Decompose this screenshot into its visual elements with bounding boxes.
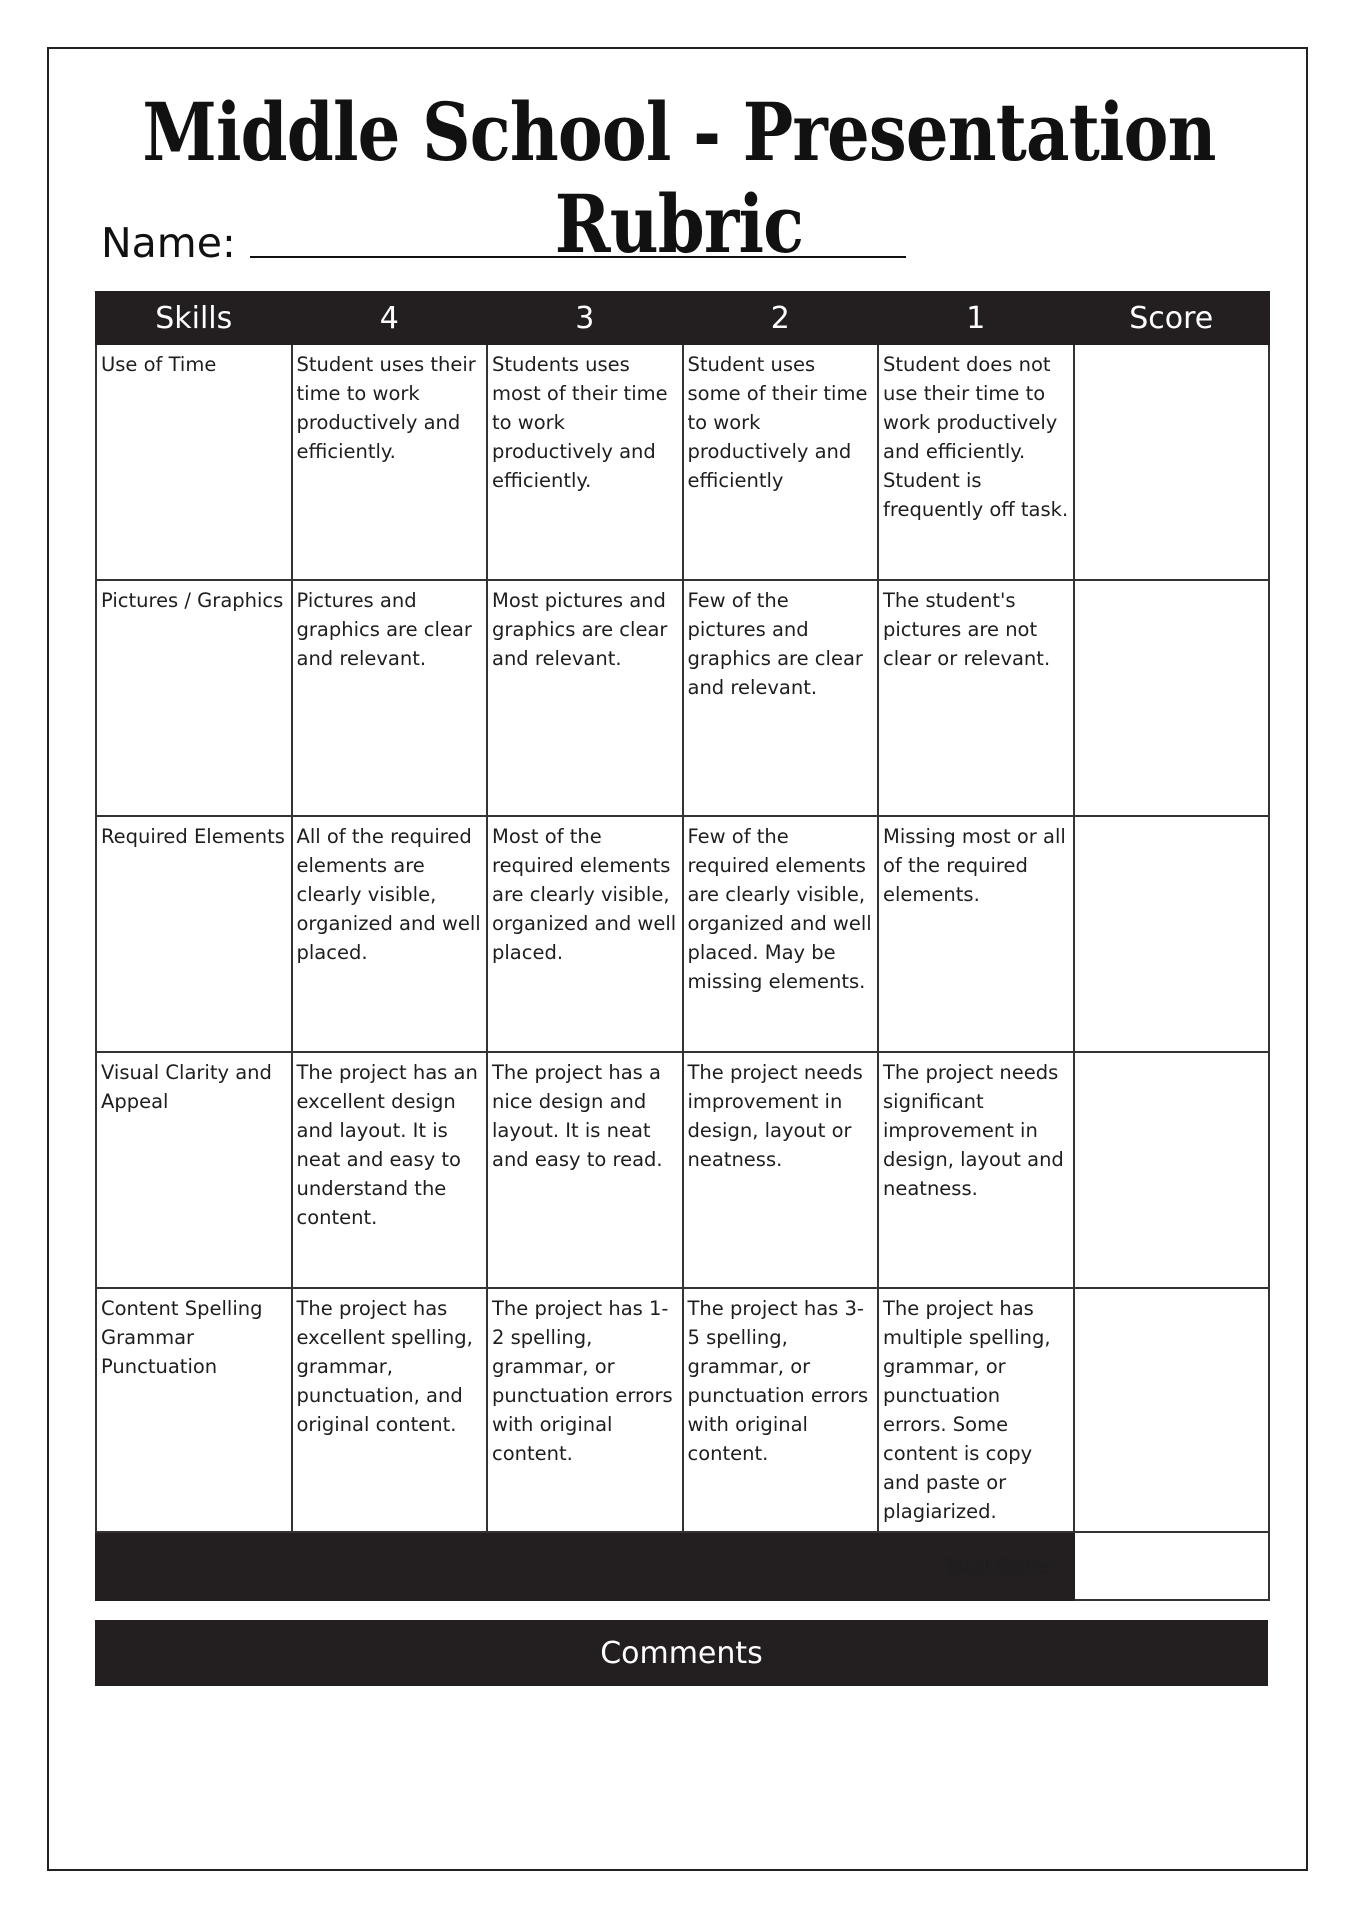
table-row — [96, 816, 1269, 1052]
level-3-cell: Students uses most of their time to work productively and efficiently. — [487, 344, 683, 580]
header-skills: Skills — [96, 292, 292, 344]
table-row — [96, 580, 1269, 816]
level-1-cell: The project needs significant improvement in design, layout and neatness. — [878, 1052, 1074, 1288]
header-level-1: 1 — [878, 292, 1074, 344]
level-2-cell: Few of the pictures and graphics are clear and relevant. — [683, 580, 879, 816]
score-cell[interactable] — [1074, 1288, 1270, 1532]
header-row — [96, 292, 1269, 344]
skill-cell: Required Elements — [96, 816, 292, 1052]
rubric-table — [95, 291, 1270, 1601]
level-4-cell: All of the required elements are clearly visible, organized and well placed. — [292, 816, 488, 1052]
table-row — [96, 344, 1269, 580]
header-level-3: 3 — [487, 292, 683, 344]
level-3-cell: The project has 1-2 spelling, grammar, or punctuation errors with original content. — [487, 1288, 683, 1532]
comments-header — [95, 1620, 1268, 1686]
level-2-cell: Student uses some of their time to work productively and efficiently — [683, 344, 879, 580]
header-level-4: 4 — [292, 292, 488, 344]
level-3-cell: Most pictures and graphics are clear and relevant. — [487, 580, 683, 816]
level-3-cell: The project has a nice design and layout. It is neat and easy to read. — [487, 1052, 683, 1288]
level-2-cell: Few of the required elements are clearly visible, organized and well placed. May be missing elements. — [683, 816, 879, 1052]
skill-cell: Content Spelling Grammar Punctuation — [96, 1288, 292, 1532]
score-cell[interactable] — [1074, 344, 1270, 580]
score-cell[interactable] — [1074, 816, 1270, 1052]
level-4-cell: Pictures and graphics are clear and relevant. — [292, 580, 488, 816]
total-score-label: Total Score — [96, 1532, 1074, 1600]
table-row — [96, 1288, 1269, 1532]
level-4-cell: The project has an excellent design and layout. It is neat and easy to understand the content. — [292, 1052, 488, 1288]
level-1-cell: The project has multiple spelling, grammar, or punctuation errors. Some content is copy and paste or plagiarized. — [878, 1288, 1074, 1532]
level-4-cell: Student uses their time to work productively and efficiently. — [292, 344, 488, 580]
name-label: Name: — [101, 219, 236, 267]
total-row — [96, 1532, 1269, 1600]
level-3-cell: Most of the required elements are clearly visible, organized and well placed. — [487, 816, 683, 1052]
level-4-cell: The project has excellent spelling, grammar, punctuation, and original content. — [292, 1288, 488, 1532]
level-1-cell: Missing most or all of the required elements. — [878, 816, 1074, 1052]
total-score-cell[interactable] — [1074, 1532, 1270, 1600]
name-input-line[interactable] — [250, 256, 906, 258]
table-row — [96, 1052, 1269, 1288]
skill-cell: Visual Clarity and Appeal — [96, 1052, 292, 1288]
page-title: Middle School - Presentation Rubric — [142, 85, 1216, 271]
level-2-cell: The project has 3-5 spelling, grammar, or punctuation errors with original content. — [683, 1288, 879, 1532]
level-1-cell: The student's pictures are not clear or relevant. — [878, 580, 1074, 816]
skill-cell: Use of Time — [96, 344, 292, 580]
header-score: Score — [1074, 292, 1270, 344]
skill-cell: Pictures / Graphics — [96, 580, 292, 816]
header-level-2: 2 — [683, 292, 879, 344]
level-2-cell: The project needs improvement in design, layout or neatness. — [683, 1052, 879, 1288]
score-cell[interactable] — [1074, 580, 1270, 816]
name-field-row — [101, 214, 906, 267]
score-cell[interactable] — [1074, 1052, 1270, 1288]
level-1-cell: Student does not use their time to work productively and efficiently. Student is frequently off task. — [878, 344, 1074, 580]
comments-label: Comments — [600, 1635, 763, 1671]
